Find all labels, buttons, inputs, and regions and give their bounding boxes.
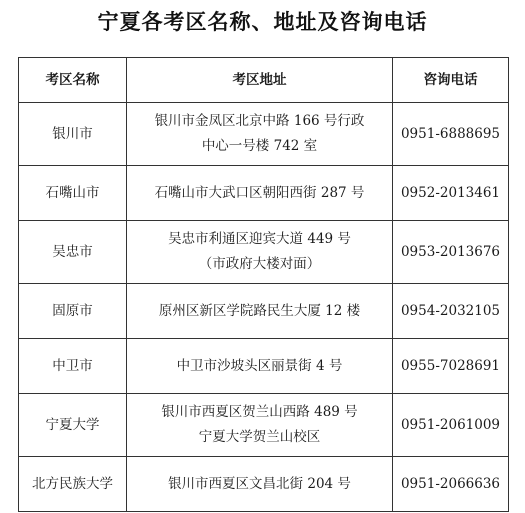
area-name: 中卫市	[19, 339, 127, 394]
area-name: 银川市	[19, 103, 127, 166]
area-address	[127, 339, 393, 394]
table-row	[19, 103, 509, 166]
address-line: 中心一号楼 742 室	[201, 138, 318, 154]
area-name: 宁夏大学	[19, 394, 127, 457]
area-address	[127, 166, 393, 221]
area-phone: 0954-2032105	[393, 284, 509, 339]
header-address: 考区地址	[127, 58, 393, 103]
address-line: 石嘴山市大武口区朝阳西街 287 号	[154, 184, 365, 201]
address-line: （市政府大楼对面）	[198, 256, 321, 272]
table-row	[19, 221, 509, 284]
area-phone: 0952-2013461	[393, 166, 509, 221]
area-phone: 0951-6888695	[393, 103, 509, 166]
table-row	[19, 394, 509, 457]
address-line: 银川市金凤区北京中路 166 号行政	[154, 113, 365, 129]
exam-area-table	[18, 57, 509, 512]
area-address	[127, 457, 393, 512]
area-phone: 0953-2013676	[393, 221, 509, 284]
header-name: 考区名称	[19, 58, 127, 103]
address-line: 银川市西夏区贺兰山西路 489 号	[161, 404, 358, 420]
table-row	[19, 284, 509, 339]
address-line: 吴忠市利通区迎宾大道 449 号	[168, 231, 351, 247]
area-name: 北方民族大学	[19, 457, 127, 512]
area-address	[127, 394, 393, 457]
table-row	[19, 339, 509, 394]
area-phone: 0955-7028691	[393, 339, 509, 394]
area-name: 石嘴山市	[19, 166, 127, 221]
area-address	[127, 284, 393, 339]
table-row	[19, 457, 509, 512]
area-phone: 0951-2061009	[393, 394, 509, 457]
header-phone: 咨询电话	[393, 58, 509, 103]
address-line: 银川市西夏区文昌北街 204 号	[168, 475, 351, 492]
area-address	[127, 103, 393, 166]
area-name: 吴忠市	[19, 221, 127, 284]
address-line: 原州区新区学院路民生大厦 12 楼	[158, 302, 361, 319]
table-header-row	[19, 58, 509, 103]
address-line: 宁夏大学贺兰山校区	[198, 429, 321, 445]
page-title: 宁夏各考区名称、地址及咨询电话	[97, 9, 428, 34]
area-phone: 0951-2066636	[393, 457, 509, 512]
address-line: 中卫市沙坡头区丽景街 4 号	[176, 357, 343, 374]
area-address	[127, 221, 393, 284]
table-row	[19, 166, 509, 221]
area-name: 固原市	[19, 284, 127, 339]
